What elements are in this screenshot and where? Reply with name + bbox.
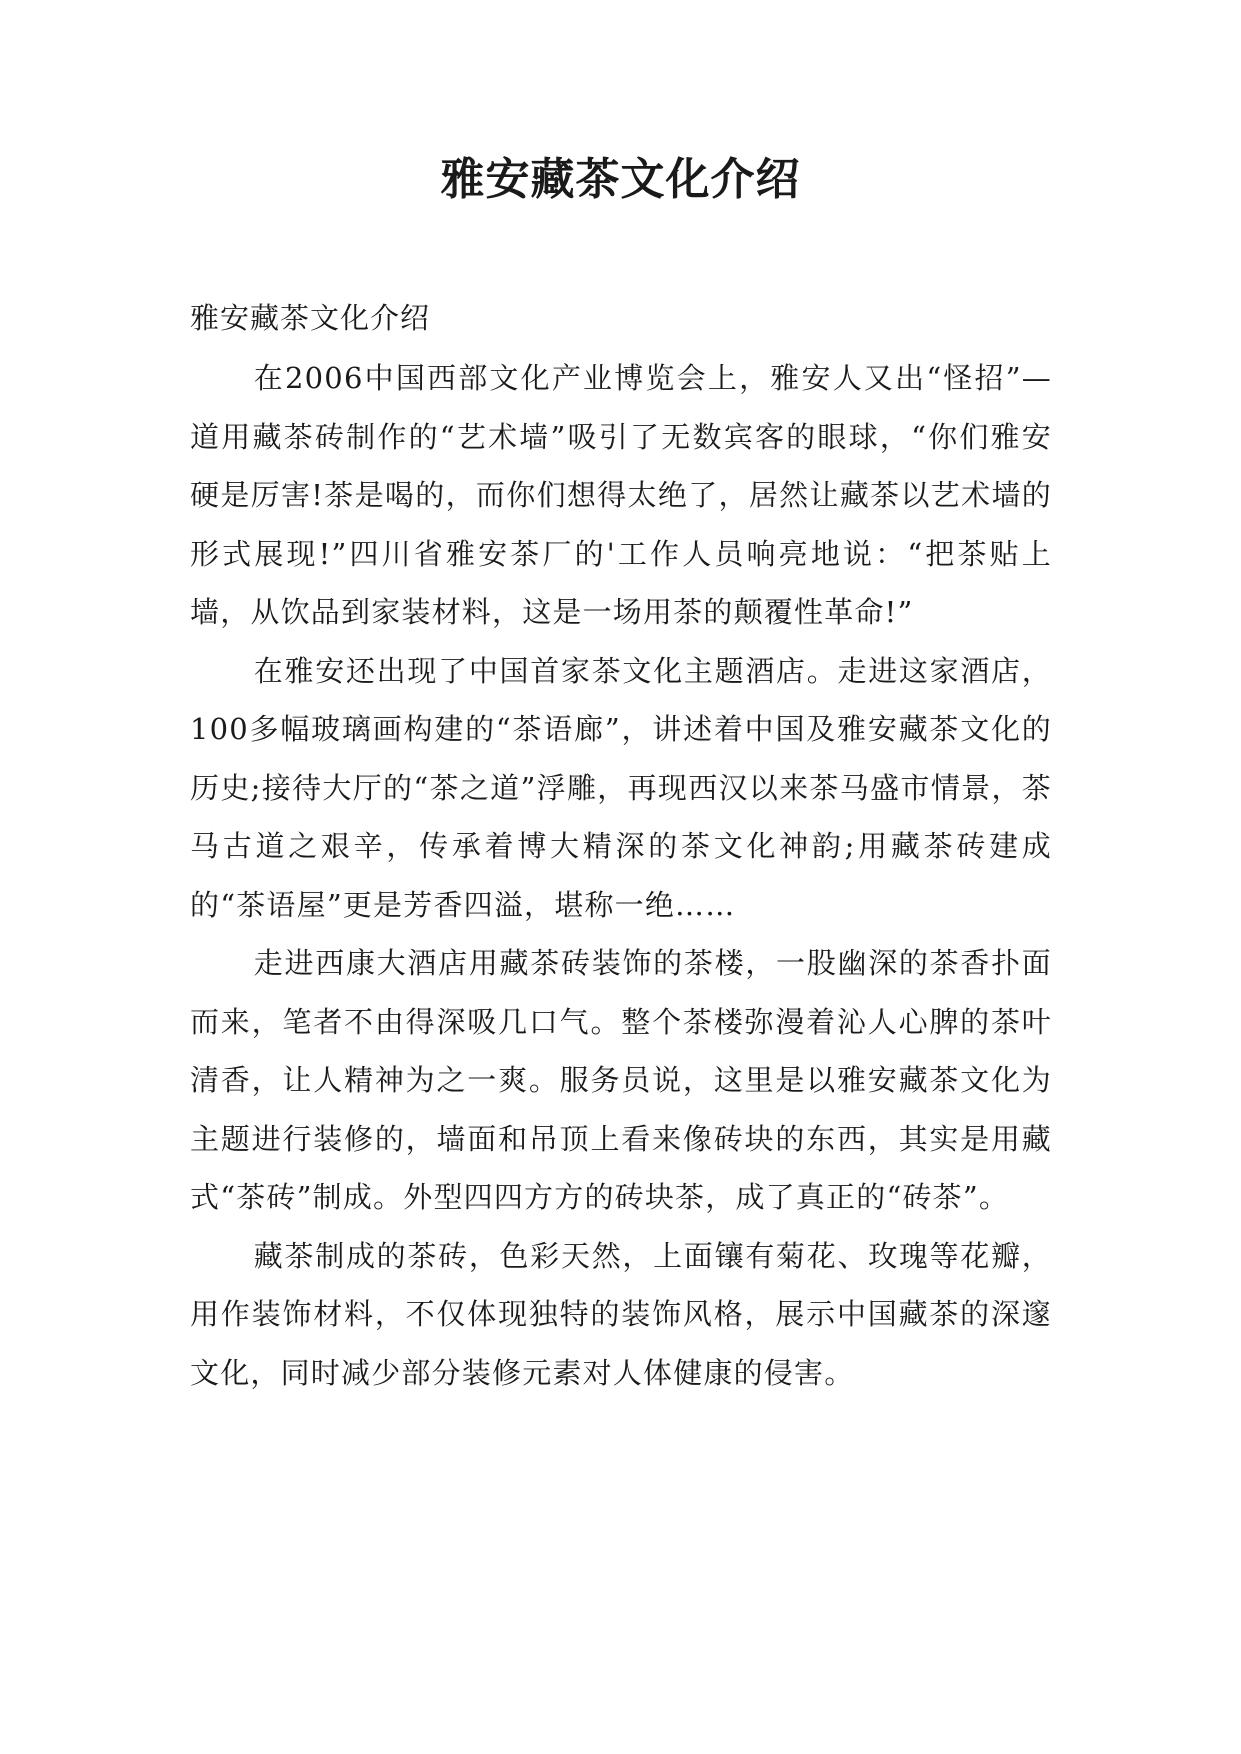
paragraph-tea-hotel: 在雅安还出现了中国首家茶文化主题酒店。走进这家酒店，100多幅玻璃画构建的“茶语廊”，讲述着中国及雅安藏茶文化的历史;接待大厅的“茶之道”浮雕，再现西汉以来茶马盛市情景，茶马古道之艰辛，传承着博大精深的茶文化神韵;用藏茶砖建成的“茶语屋”更是芳香四溢，堪称一绝…… <box>190 653 1052 922</box>
document-subtitle: 雅安藏茶文化介绍 <box>190 301 431 335</box>
paragraph-tea-house: 走进西康大酒店用藏茶砖装饰的茶楼，一股幽深的茶香扑面而来，笔者不由得深吸几口气。整个茶楼弥漫着沁人心脾的茶叶清香，让人精神为之一爽。服务员说，这里是以雅安藏茶文化为主题进行装修的，墙面和吊顶上看来像砖块的东西，其实是用藏式“茶砖”制成。外型四四方方的砖块茶，成了真正的“砖茶”。 <box>190 946 1052 1214</box>
document-body <box>190 287 1052 1402</box>
paragraph-tea-brick: 藏茶制成的茶砖，色彩天然，上面镶有菊花、玫瑰等花瓣，用作装饰材料，不仅体现独特的装饰风格，展示中国藏茶的深邃文化，同时减少部分装修元素对人体健康的侵害。 <box>190 1238 1052 1390</box>
paragraph-art-wall: 在2006中国西部文化产业博览会上，雅安人又出“怪招”—道用藏茶砖制作的“艺术墙”吸引了无数宾客的眼球，“你们雅安硬是厉害!茶是喝的，而你们想得太绝了，居然让藏茶以艺术墙的形式展现!”四川省雅安茶厂的'工作人员响亮地说：“把茶贴上墙，从饮品到家装材料，这是一场用茶的颠覆性革命!” <box>190 361 1052 629</box>
document-title: 雅安藏茶文化介绍 <box>440 154 801 205</box>
